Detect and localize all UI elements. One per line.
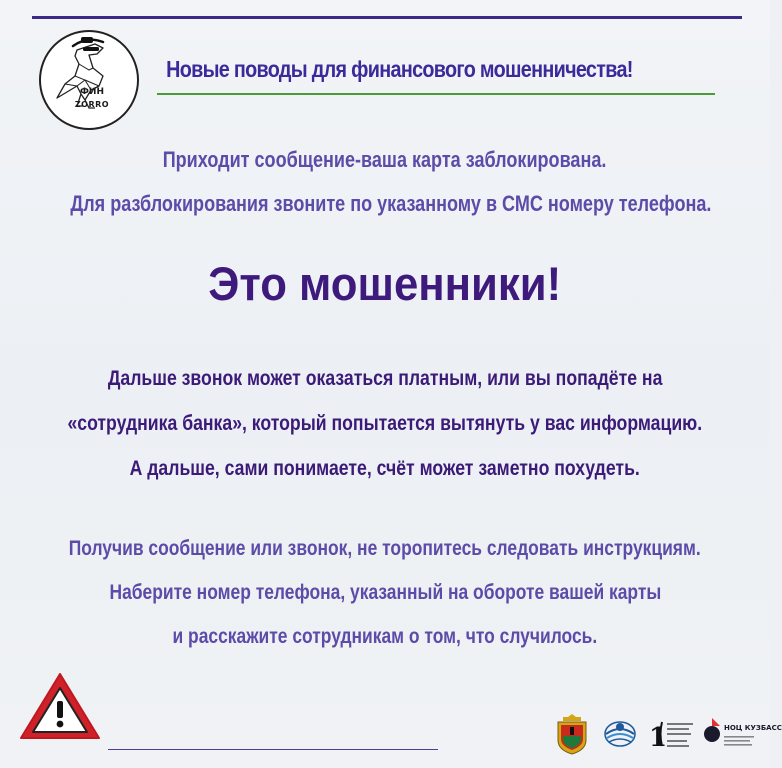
advice-line-1: Получив сообщение или звонок, не торопитесь следовать инструкциям. (69, 537, 701, 560)
warning-triangle-icon (17, 670, 103, 742)
fraud-alert-heading (0, 256, 770, 311)
intro-paragraph (0, 138, 770, 226)
intro-line-2: Для разблокирования звоните по указанному в СМС номеру телефона. (70, 191, 712, 216)
consequences-line-1: Дальше звонок может оказаться платным, или вы попадёте на (107, 367, 663, 390)
noc-kuzbass-logo-icon (702, 712, 782, 756)
consequences-line-2: «сотрудника банка», который попытается вытянуть у вас информацию. (67, 412, 703, 435)
advice-line-3: и расскажите сотрудникам о том, что случилось. (172, 625, 598, 648)
fraud-alert-text: Это мошенники! (208, 257, 562, 310)
logo-text-fin: ФИН (80, 87, 104, 97)
advice-line-2: Наберите номер телефона, указанный на обороте вашей карты (109, 581, 661, 604)
svg-text:1: 1 (649, 723, 668, 753)
advice-paragraph (0, 527, 770, 659)
noc-kuzbass-logo-text: НОЦ КУЗБАСС (724, 724, 782, 732)
page-title: Новые поводы для финансового мошенничества! (166, 56, 633, 82)
intro-line-1: Приходит сообщение-ваша карта заблокирована. (163, 147, 607, 172)
consequences-paragraph (0, 356, 770, 491)
fin-zorro-logo-icon (37, 28, 141, 132)
logo-text-zorro: ZORRO (74, 100, 110, 109)
consequences-line-3: А дальше, сами понимаете, счёт может заметно похудеть. (129, 457, 641, 480)
bottom-divider (108, 749, 438, 750)
title-underline (157, 93, 715, 95)
university-emblem-icon (600, 712, 640, 756)
kuzbass-coat-of-arms-icon (552, 712, 592, 756)
top-divider (32, 16, 742, 19)
kemsu-university-logo-icon (648, 712, 696, 756)
